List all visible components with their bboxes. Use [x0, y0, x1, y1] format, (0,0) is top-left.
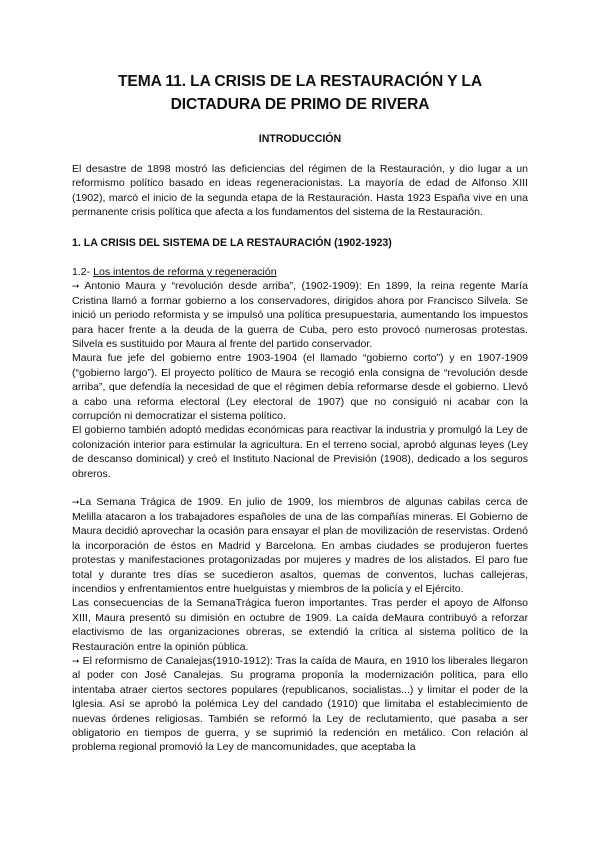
spacer: [72, 481, 528, 495]
semana-tragica-paragraph-1: ➙La Semana Trágica de 1909. En julio de 1909, los miembros de algunas cabilas cerca de Melilla atacaron a los trabajadores españoles de una de las compañías mineras. El Gobierno de Maura decidió aprovechar la ocasión para ensayar el plan de movilización de reservistas. Ordenó la incorporación de éstos en Madrid y Barcelona. En ambas ciudades se produjeron fuertes protestas y manifestaciones protagonizadas por mujeres y madres de los alistados. El paro fue total y durante tres días se sucedieron asaltos, quemas de conventos, luchas callejeras, incendios y enfrentamientos entre huelguistas y miembros de la policía y el Ejército.: [72, 496, 528, 595]
intro-paragraph: El desastre de 1898 mostró las deficiencias del régimen de la Restauración, y dio lugar a un reformismo político basado en ideas regeneracionistas. La mayoría de edad de Alfonso XIII (1902), marcó el inicio de la segunda etapa de la Restauración. Hasta 1923 España vive en una permanente crisis política que afecta a los fundamentos del sistema de la Restauración.: [72, 163, 528, 219]
subsection-number: 1.2-: [72, 266, 94, 278]
arrow-bullet-icon: ➙: [72, 497, 80, 508]
intro-heading: INTRODUCCIÓN: [258, 133, 342, 145]
canalejas-paragraph: ➙ El reformismo de Canalejas(1910-1912): Tras la caída de Maura, en 1910 los liberales llegaron al poder con José Canalejas. Su programa proponía la modernización política, para ello intentaba atraer ciertos sectores populares (republicanos, socialistas...) y limitar el poder de la Iglesia. Así se aprobó la polémica Ley del candado (1910) que limitaba el establecimiento de nuevas órdenes religiosas. También se reformó la Ley de reclutamiento, que pasaba a ser obligatorio en tiempos de guerra, y se suprimió la redención en metálico. Con relación al problema regional promovió la Ley de mancomunidades, que aceptaba la: [72, 654, 528, 754]
subsection-title: Los intentos de reforma y regeneración: [93, 266, 277, 278]
semana-tragica-paragraph-2: Las consecuencias de la SemanaTrágica fueron importantes. Tras perder el apoyo de Alfonso XIII, Maura presentó su dimisión en octubre de 1909. La caída deMaura contribuyó a reforzar elactivismo de las organizaciones obreras, se extendió la crítica al sistema político de la Restauración entre la opinión pública.: [72, 597, 528, 653]
document-title: TEMA 11. LA CRISIS DE LA RESTAURACIÓN Y LA DICTADURA DE PRIMO DE RIVERA: [117, 73, 483, 113]
maura-paragraph-2: Maura fue jefe del gobierno entre 1903-1904 (el llamado “gobierno corto”) y en 1907-1909 (“gobierno largo”). El proyecto político de Maura se recogió enla consigna de “revolución desde arriba”, que defendía la necesidad de que el régimen debía reformarse desde el gobierno. Llevó a cabo una reforma electoral (Ley electoral de 1907) que no consiguió ni acabar con la corrupción ni democratizar el sistema político.: [72, 352, 528, 423]
section-1-heading: 1. LA CRISIS DEL SISTEMA DE LA RESTAURACIÓN (1902-1923): [72, 237, 392, 249]
section-1-body: [72, 265, 528, 755]
maura-paragraph-1: ➙ Antonio Maura y “revolución desde arriba”, (1902-1909): En 1899, la reina regente María Cristina llamó a formar gobierno a los conservadores, dirigidos ahora por Francisco Silvela. Se inició un periodo reformista y se impulsó una política presupuestaria, aumentando los impuestos para hacer frente a la deuda de la guerra de Cuba, pero esto provocó numerosas protestas. Silvela es sustituido por Maura al frente del partido conservador.: [72, 280, 528, 351]
subsection-1-2-heading: [72, 265, 528, 279]
arrow-bullet-icon: ➙: [72, 655, 80, 666]
arrow-bullet-icon: ➙: [72, 281, 80, 292]
maura-paragraph-3: El gobierno también adoptó medidas económicas para reactivar la industria y promulgó la Ley de colonización interior para estimular la agricultura. En el terreno social, aprobó algunas leyes (Ley de descanso dominical) y creó el Instituto Nacional de Previsión (1908), dedicado a los seguros obreros.: [72, 424, 528, 480]
